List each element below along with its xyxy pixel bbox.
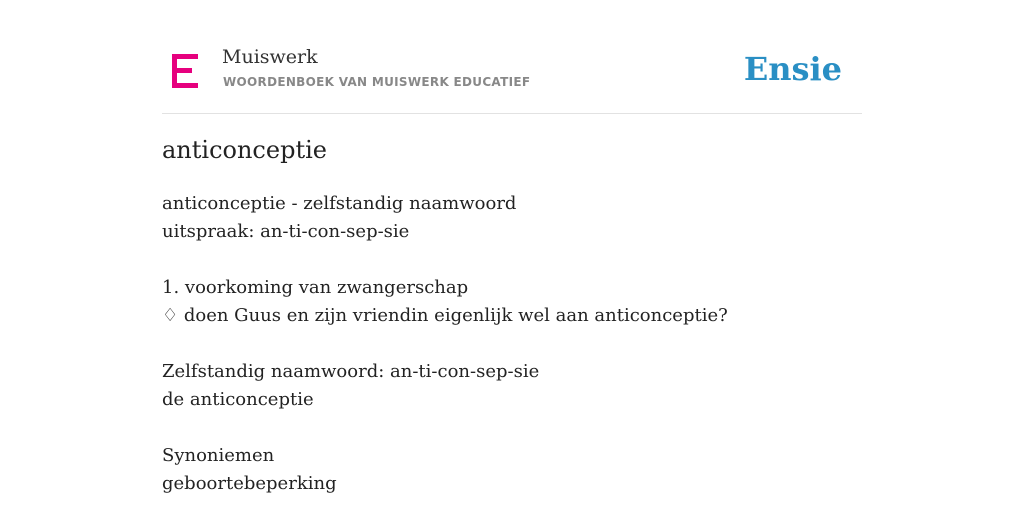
entry-heading-line: anticonceptie - zelfstandig naamwoord [162,193,517,214]
spacer [162,246,862,274]
part-of-speech-line: Zelfstandig naamwoord: an-ti-con-sep-sie [162,361,540,382]
definition-line: 1. voorkoming van zwangerschap [162,277,469,298]
example-line: ♢ doen Guus en zijn vriendin eigenlijk wel aan anticonceptie? [162,305,728,326]
synonyms-heading: Synoniemen [162,445,275,466]
pronunciation-line: uitspraak: an-ti-con-sep-sie [162,221,410,242]
spacer [162,330,862,358]
brand-title[interactable]: Muiswerk [222,46,318,68]
entry-body [162,190,862,498]
spacer [162,414,862,442]
muiswerk-logo-icon[interactable] [172,54,200,88]
brand-subtitle: WOORDENBOEK VAN MUISWERK EDUCATIEF [223,75,531,89]
site-header [162,40,862,114]
page [162,0,862,512]
ensie-logo-link[interactable]: Ensie [743,50,842,88]
entry-title: anticonceptie [162,136,327,164]
synonym-item: geboortebeperking [162,473,337,494]
article-line: de anticonceptie [162,389,314,410]
